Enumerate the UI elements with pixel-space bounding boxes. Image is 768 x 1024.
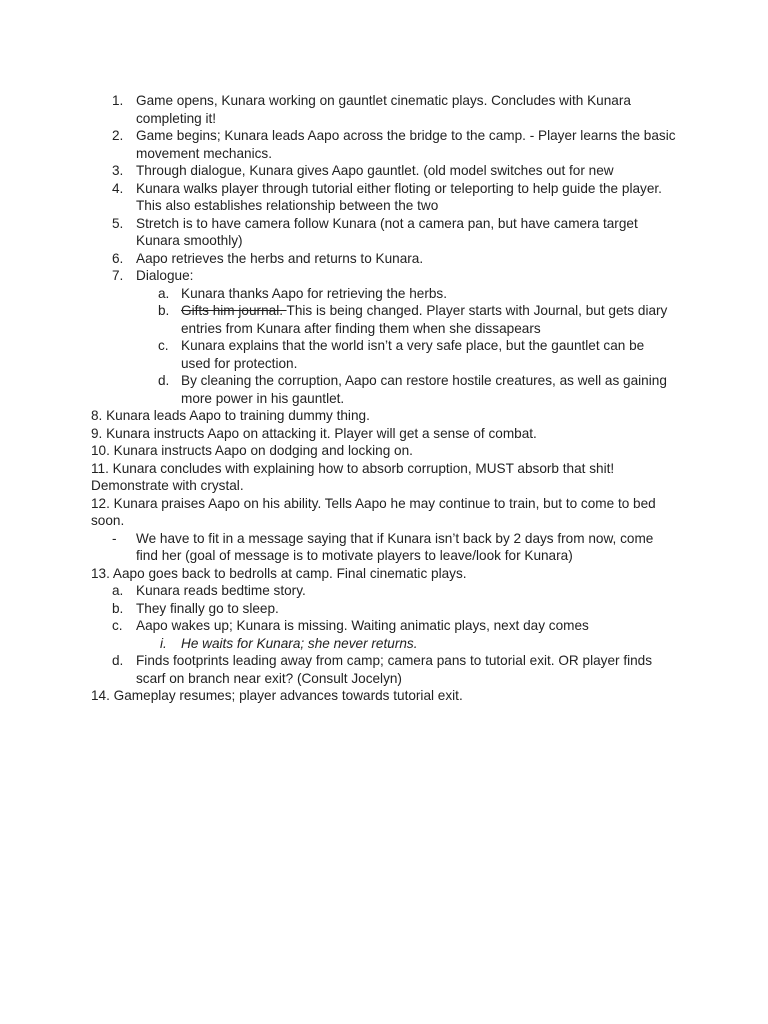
list-text: Through dialogue, Kunara gives Aapo gauntlet. (old model switches out for new: [136, 163, 614, 178]
dialogue-item-c: [0, 337, 768, 372]
list-letter: c.: [158, 338, 169, 353]
list-item-8: 8. Kunara leads Aapo to training dummy thing.: [91, 408, 370, 423]
struck-text: Gifts him journal.: [181, 303, 287, 318]
dash-item: [0, 530, 768, 565]
list-text: Stretch is to have camera follow Kunara (not a camera pan, but have camera target Kunara smoothly): [136, 215, 638, 248]
list-text: We have to fit in a message saying that if Kunara isn’t back by 2 days from now, come find her (goal of message is to motivate players to leave/look for Kunara): [136, 530, 654, 563]
list-letter: a.: [158, 285, 170, 301]
sub13-item-d: [0, 652, 768, 687]
list-item-13: 13. Aapo goes back to bedrolls at camp. Final cinematic plays.: [91, 565, 467, 581]
sub13-item-a: [0, 582, 768, 600]
list-text: Dialogue:: [136, 268, 194, 283]
list-letter: b.: [112, 600, 124, 616]
sub13-item-c: [0, 617, 768, 635]
list-number: 5.: [112, 215, 124, 231]
list-text: Aapo wakes up; Kunara is missing. Waiting animatic plays, next day comes: [136, 618, 589, 633]
list-text: Kunara walks player through tutorial either floting or teleporting to help guide the player. This also establishes relationship between the two: [136, 180, 662, 213]
list-text: Game begins; Kunara leads Aapo across the bridge to the camp. - Player learns the basic movement mechanics.: [136, 128, 676, 161]
list-item-1: [0, 92, 768, 127]
list-item-9: 9. Kunara instructs Aapo on attacking it. Player will get a sense of combat.: [91, 425, 537, 441]
list-item-6: [0, 250, 768, 268]
list-item-10: 10. Kunara instructs Aapo on dodging and locking on.: [91, 443, 413, 458]
dialogue-item-a: [0, 285, 768, 303]
list-roman: i.: [160, 635, 167, 651]
list-number: 7.: [112, 268, 124, 283]
list-item-5: [0, 215, 768, 250]
list-letter: d.: [112, 653, 124, 668]
list-item-14: 14. Gameplay resumes; player advances towards tutorial exit.: [91, 688, 463, 703]
list-text: He waits for Kunara; she never returns.: [181, 635, 418, 651]
document-body: [0, 92, 768, 705]
list-text: They finally go to sleep.: [136, 600, 279, 616]
sub13-item-c-i: [0, 635, 768, 653]
list-text: Kunara thanks Aapo for retrieving the herbs.: [181, 285, 447, 301]
list-text: By cleaning the corruption, Aapo can restore hostile creatures, as well as gaining more power in his gauntlet.: [181, 373, 667, 406]
list-text: Aapo retrieves the herbs and returns to Kunara.: [136, 250, 424, 266]
list-number: 2.: [112, 128, 124, 143]
list-item-2: [0, 127, 768, 162]
list-text: Kunara explains that the world isn’t a very safe place, but the gauntlet can be used for protection.: [181, 338, 645, 371]
list-text: Game opens, Kunara working on gauntlet cinematic plays. Concludes with Kunara completing it!: [136, 93, 631, 126]
list-item-11: 11. Kunara concludes with explaining how to absorb corruption, MUST absorb that shit! Demonstrate with crystal.: [91, 460, 615, 493]
list-text: [181, 302, 676, 337]
list-letter: b.: [158, 303, 170, 318]
list-number: 3.: [112, 163, 124, 178]
list-number: 1.: [112, 93, 124, 108]
list-item-7: [0, 267, 768, 285]
list-letter: a.: [112, 583, 124, 598]
dialogue-item-d: [0, 372, 768, 407]
list-text: Finds footprints leading away from camp; camera pans to tutorial exit. OR player finds scarf on branch near exit? (Consult Jocelyn): [136, 653, 653, 686]
list-letter: c.: [112, 618, 123, 633]
dialogue-item-b: [0, 302, 768, 337]
list-number: 6.: [112, 250, 124, 266]
list-item-4: [0, 180, 768, 215]
revised-text: This is being changed. Player starts with Journal, but gets diary entries from Kunara after finding them when she dissapears: [181, 303, 668, 336]
dash-bullet: -: [112, 530, 117, 546]
list-item-3: [0, 162, 768, 180]
sub13-item-b: [0, 600, 768, 618]
list-letter: d.: [158, 373, 170, 388]
list-text: Kunara reads bedtime story.: [136, 583, 306, 598]
list-item-12: 12. Kunara praises Aapo on his ability. Tells Aapo he may continue to train, but to come to bed soon.: [91, 495, 656, 528]
list-number: 4.: [112, 180, 124, 196]
